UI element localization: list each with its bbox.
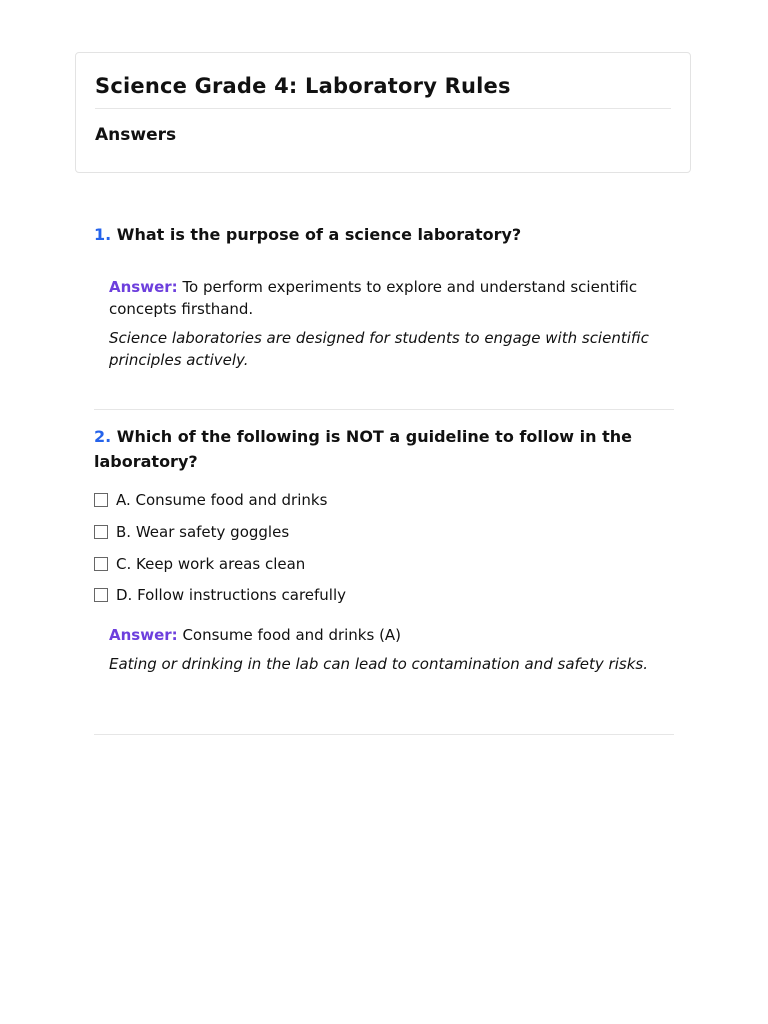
question-2-prompt: Which of the following is NOT a guideline to follow in the laboratory? — [94, 427, 632, 471]
option-c[interactable] — [94, 554, 305, 574]
option-a-label: A. Consume food and drinks — [116, 491, 328, 509]
question-2-answer-block — [109, 624, 664, 675]
option-c-label: C. Keep work areas clean — [116, 555, 306, 573]
question-1-answer-block — [109, 276, 664, 371]
question-2-answer — [109, 624, 664, 646]
question-1-answer-label: Answer: — [109, 278, 178, 296]
title-divider — [95, 108, 671, 109]
option-c-checkbox[interactable] — [94, 557, 108, 571]
question-1-prompt: What is the purpose of a science laboratory? — [116, 225, 522, 244]
page-title: Science Grade 4: Laboratory Rules — [95, 74, 511, 98]
option-b-label: B. Wear safety goggles — [116, 523, 290, 541]
option-a[interactable] — [94, 490, 327, 510]
option-b-checkbox[interactable] — [94, 525, 108, 539]
option-b[interactable] — [94, 522, 289, 542]
question-divider-2 — [94, 734, 674, 735]
question-2-explanation: Eating or drinking in the lab can lead to contamination and safety risks. — [109, 655, 648, 673]
question-1-answer-text: To perform experiments to explore and understand scientific concepts firsthand. — [109, 278, 638, 318]
question-2 — [94, 424, 674, 673]
question-1-text — [94, 222, 674, 247]
question-1-number: 1. — [94, 225, 112, 244]
question-1-answer — [109, 276, 664, 320]
option-d-checkbox[interactable] — [94, 588, 108, 602]
header-card — [75, 52, 691, 173]
option-a-checkbox[interactable] — [94, 493, 108, 507]
question-2-answer-text: Consume food and drinks (A) — [182, 626, 402, 644]
option-d[interactable] — [94, 585, 346, 605]
question-2-number: 2. — [94, 427, 112, 446]
question-1-explanation: Science laboratories are designed for students to engage with scientific principles actively. — [109, 329, 649, 369]
question-divider-1 — [94, 409, 674, 410]
question-1 — [94, 222, 674, 369]
question-2-answer-label: Answer: — [109, 626, 178, 644]
section-title: Answers — [95, 125, 177, 145]
option-d-label: D. Follow instructions carefully — [116, 586, 347, 604]
question-2-text — [94, 424, 674, 474]
